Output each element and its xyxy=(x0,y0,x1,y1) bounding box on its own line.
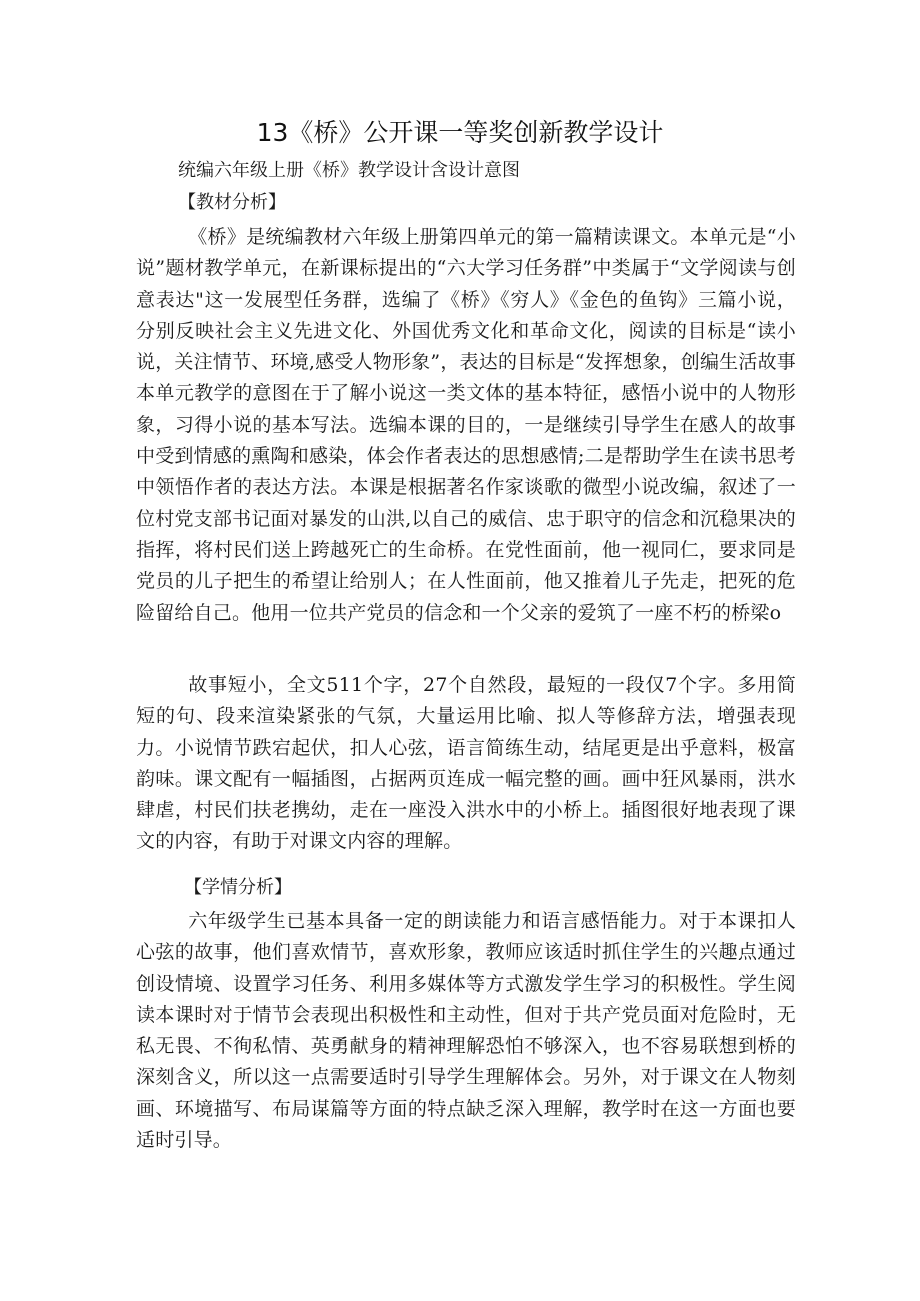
section-heading-learner-analysis: 【学情分析】 xyxy=(184,877,292,898)
document-title: 13《桥》公开课一等奖创新教学设计 xyxy=(256,118,664,147)
document-subtitle: 统编六年级上册《桥》教学设计含设计意图 xyxy=(178,160,520,181)
paragraph-learner-analysis-1: 六年级学生已基本具备一定的朗读能力和语言感悟能力。对于本课扣人心弦的故事，他们喜欢情节，喜欢形象，教师应该适时抓住学生的兴趣点通过创设情境、设置学习任务、利用多媒体等方式激发学生学习的积极性。学生阅读本课时对于情节会表现出积极性和主动性，但对于共产党员面对危险时，无私无畏、不徇私情、英勇献身的精神理解恐怕不够深入，也不容易联想到桥的深刻含义，所以这一点需要适时引导学生理解体会。另外，对于课文在人物刻画、环境描写、布局谋篇等方面的特点缺乏深入理解，教学时在这一方面也要适时引导。 xyxy=(136,910,796,1152)
paragraph-textbook-analysis-1: 《桥》是统编教材六年级上册第四单元的第一篇精读课文。本单元是“小说”题材教学单元，在新课标提出的“六大学习任务群”中类属于“文学阅读与创意表达"这一发展型任务群，选编了《桥》《穷人》《金色的鱼钩》三篇小说，分别反映社会主义先进文化、外国优秀文化和革命文化，阅读的目标是“读小说，关注情节、环境,感受人物形象”，表达的目标是“发挥想象，创编生活故事本单元教学的意图在于了解小说这一类文体的基本特征，感悟小说中的人物形象，习得小说的基本写法。选编本课的目的，一是继续引导学生在感人的故事中受到情感的熏陶和感染，体会作者表达的思想感情;二是帮助学生在读书思考中领悟作者的表达方法。本课是根据著名作家谈歌的微型小说改编，叙述了一位村党支部书记面对暴发的山洪,以自己的威信、忠于职守的信念和沉稳果决的指挥，将村民们送上跨越死亡的生命桥。在党性面前，他一视同仁，要求同是党员的儿子把生的希望让给别人；在人性面前，他又推着儿子先走，把死的危险留给自己。他用一位共产党员的信念和一个父亲的爱筑了一座不朽的桥梁o xyxy=(136,226,796,624)
section-heading-textbook-analysis: 【教材分析】 xyxy=(178,192,286,213)
paragraph-textbook-analysis-2: 故事短小，全文511个字，27个自然段，最短的一段仅7个字。多用简短的句、段来渲染紧张的气氛，大量运用比喻、拟人等修辞方法，增强表现力。小说情节跌宕起伏，扣人心弦，语言简练生动，结尾更是出乎意料，极富韵味。课文配有一幅插图，占据两页连成一幅完整的画。画中狂风暴雨，洪水肆虐，村民们扶老携幼，走在一座没入洪水中的小桥上。插图很好地表现了课文的内容，有助于对课文内容的理解。 xyxy=(136,674,796,853)
